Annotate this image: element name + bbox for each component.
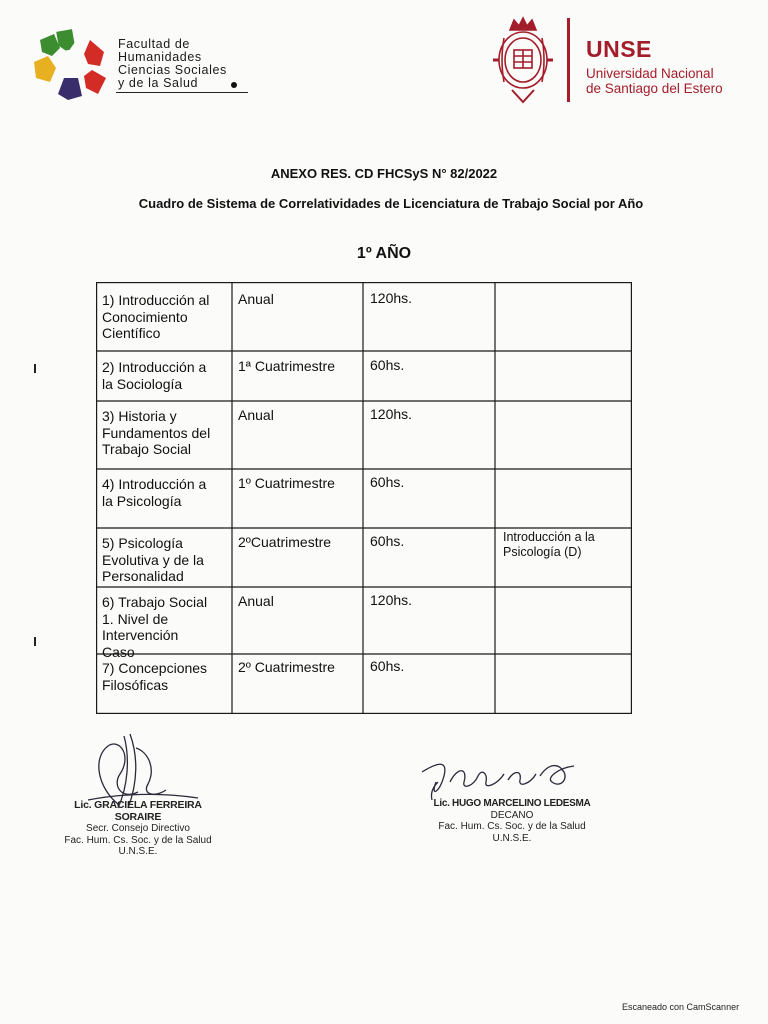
subject-line: 2) Introducción a bbox=[102, 359, 207, 375]
signature-left-caption bbox=[58, 800, 218, 858]
document-title: Cuadro de Sistema de Correlatividades de Licenciatura de Trabajo Social por Año bbox=[138, 196, 644, 211]
unse-name-line: Universidad Nacional bbox=[586, 66, 714, 81]
faculty-line: y de la Salud bbox=[118, 76, 199, 90]
subject-line: Intervención bbox=[102, 627, 179, 643]
signer-name: Lic. HUGO MARCELINO LEDESMA bbox=[433, 798, 591, 809]
hours-cell: 120hs. bbox=[370, 406, 413, 422]
hours-cell: 60hs. bbox=[370, 533, 405, 549]
annex-heading: ANEXO RES. CD FHCSyS N° 82/2022 bbox=[270, 166, 498, 181]
subject-cell bbox=[102, 660, 207, 693]
regime-cell: Anual bbox=[238, 593, 274, 609]
regime-cell: Anual bbox=[238, 291, 274, 307]
hours-cell: 60hs. bbox=[370, 658, 405, 674]
margin-mark bbox=[34, 637, 36, 646]
faculty-line: Humanidades bbox=[118, 50, 202, 64]
hours-cell: 60hs. bbox=[370, 474, 405, 490]
year-heading: 1º AÑO bbox=[356, 245, 412, 262]
subject-line: 1) Introducción al bbox=[102, 292, 210, 308]
correlative-line: Introducción a la bbox=[503, 530, 595, 544]
subject-line: Conocimiento bbox=[102, 308, 188, 325]
subject-cell bbox=[102, 535, 204, 585]
regime-cell: 2ºCuatrimestre bbox=[238, 534, 332, 550]
subject-line: Evolutiva y de la bbox=[102, 551, 204, 568]
regime-cell: 2º Cuatrimestre bbox=[238, 659, 335, 675]
subject-line: la Psicología bbox=[102, 492, 182, 509]
unse-acronym: UNSE bbox=[586, 36, 652, 62]
subject-cell bbox=[102, 359, 206, 392]
signer-university: U.N.S.E. bbox=[118, 846, 158, 857]
subject-line: Personalidad bbox=[102, 568, 184, 584]
hours-cell: 60hs. bbox=[370, 357, 405, 373]
subject-cell bbox=[102, 408, 210, 458]
subject-line: 4) Introducción a bbox=[102, 476, 207, 492]
unse-name-line: de Santiago del Estero bbox=[586, 81, 723, 96]
subject-line: Filosóficas bbox=[102, 676, 169, 693]
unse-full-name bbox=[586, 66, 723, 96]
regime-cell: Anual bbox=[238, 407, 274, 423]
subject-line: Fundamentos del bbox=[102, 424, 211, 441]
regime-cell: 1ª Cuatrimestre bbox=[238, 358, 335, 374]
faculty-line: Facultad de bbox=[118, 37, 190, 51]
subject-line: 1. Nivel de bbox=[102, 610, 169, 627]
signature-right-caption bbox=[430, 798, 594, 844]
faculty-dot bbox=[231, 82, 237, 88]
hours-cell: 120hs. bbox=[370, 592, 413, 608]
signer-name: Lic. GRACIELA FERREIRA SORAIRE bbox=[74, 799, 202, 823]
signature-left bbox=[58, 728, 218, 810]
signer-university: U.N.S.E. bbox=[492, 832, 532, 844]
subject-line: Caso bbox=[102, 643, 135, 660]
scanner-watermark: Escaneado con CamScanner bbox=[622, 1002, 740, 1012]
hours-cell: 120hs. bbox=[370, 290, 413, 306]
subject-line: 7) Concepciones bbox=[102, 660, 208, 676]
correlatives-cell bbox=[503, 530, 595, 559]
subject-line: Científico bbox=[102, 325, 161, 341]
signer-faculty: Fac. Hum. Cs. Soc. y de la Salud bbox=[64, 834, 212, 846]
faculty-name bbox=[118, 38, 227, 90]
signer-faculty: Fac. Hum. Cs. Soc. y de la Salud bbox=[438, 821, 586, 832]
subject-line: la Sociología bbox=[102, 375, 183, 392]
subject-cell bbox=[102, 292, 209, 342]
subject-cell bbox=[102, 476, 206, 509]
subject-line: 6) Trabajo Social bbox=[102, 594, 208, 610]
signer-title: Secr. Consejo Directivo bbox=[86, 823, 190, 834]
faculty-logo bbox=[30, 28, 110, 100]
subject-line: Trabajo Social bbox=[102, 441, 191, 457]
subject-line: 3) Historia y bbox=[102, 408, 177, 424]
unse-crest-icon bbox=[490, 16, 556, 106]
faculty-underline bbox=[116, 92, 248, 93]
subject-cell bbox=[102, 594, 207, 660]
regime-cell: 1º Cuatrimestre bbox=[238, 475, 335, 491]
correlative-line: Psicología (D) bbox=[503, 544, 582, 559]
faculty-line: Ciencias Sociales bbox=[118, 63, 227, 77]
unse-divider bbox=[567, 18, 570, 102]
subject-line: 5) Psicología bbox=[102, 535, 183, 551]
margin-mark bbox=[34, 364, 36, 373]
signer-title: DECANO bbox=[490, 809, 534, 821]
